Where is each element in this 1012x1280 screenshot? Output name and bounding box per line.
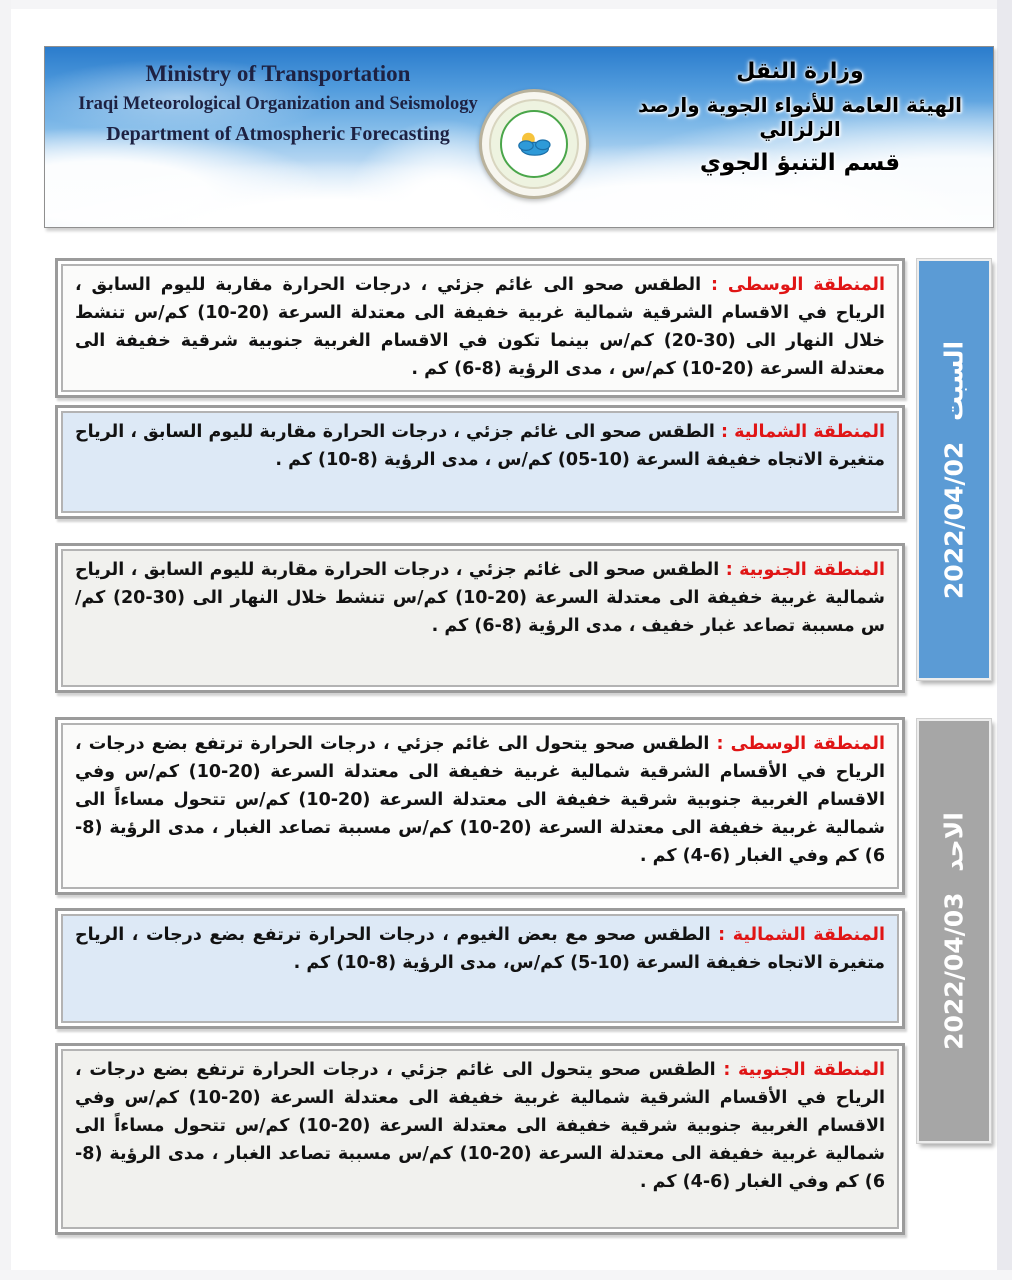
scan-edge-bottom bbox=[0, 1270, 1012, 1280]
forecast-box-sunday-central bbox=[55, 717, 905, 895]
forecast-box-inner bbox=[61, 914, 899, 1023]
sun-cloud-icon bbox=[510, 127, 558, 161]
forecast-paragraph bbox=[75, 921, 885, 977]
forecast-box-inner bbox=[61, 549, 899, 687]
scan-edge-left bbox=[0, 0, 11, 1280]
forecast-box-saturday-northern bbox=[55, 405, 905, 519]
date-bar-saturday bbox=[917, 259, 991, 680]
region-title: المنطقة الوسطى : bbox=[709, 734, 885, 754]
forecast-box-inner bbox=[61, 723, 899, 889]
date-bar-sunday bbox=[917, 719, 991, 1143]
forecast-box-saturday-central bbox=[55, 258, 905, 398]
scan-edge-top bbox=[0, 0, 1012, 9]
forecast-paragraph bbox=[75, 418, 885, 474]
organization-name-ar: الهيئة العامة للأنواء الجوية وارصد الزلزالي bbox=[637, 93, 962, 141]
forecast-text: الطقس صحو الى غائم جزئي ، درجات الحرارة مقاربة لليوم السابق ، الرياح متغيرة الاتجاه خفيفة السرعة (10-05) كم/س ، مدى الرؤية (8-10) كم . bbox=[75, 422, 885, 470]
forecast-text: الطقس صحو يتحول الى غائم جزئي ، درجات الحرارة ترتفع بضع درجات ، الرياح في الأقسام الشرقية شمالية غربية خفيفة الى معتدلة السرعة (20-10) كم/س وفي الاقسام الغربية جنوبية شرقية خفيفة الى معتدلة السرعة (20-10) كم/س تتحول مساءاً الى شمالية غربية خفيفة الى معتدلة السرعة (20-10) كم/س مسببة تصاعد الغبار ، مدى الرؤية (8-6) كم وفي الغبار (6-4) كم . bbox=[75, 1060, 886, 1192]
org-seal-center bbox=[500, 110, 568, 178]
region-title: المنطقة الجنوبية : bbox=[715, 1060, 886, 1080]
ministry-name-en: Ministry of Transportation bbox=[145, 61, 411, 86]
forecast-paragraph bbox=[75, 271, 885, 383]
forecast-box-inner bbox=[61, 411, 899, 513]
forecast-paragraph bbox=[75, 556, 885, 640]
header-arabic-block bbox=[615, 59, 985, 176]
region-title: المنطقة الشمالية : bbox=[710, 925, 886, 945]
department-name-en: Department of Atmospheric Forecasting bbox=[106, 123, 450, 145]
forecast-box-saturday-southern bbox=[55, 543, 905, 693]
org-seal-ring bbox=[489, 99, 579, 189]
forecast-paragraph bbox=[75, 1056, 885, 1196]
department-name-ar: قسم التنبؤ الجوي bbox=[699, 150, 901, 176]
header-banner bbox=[44, 46, 994, 228]
date-bar-label-saturday: السبت 2022/04/02 bbox=[939, 340, 969, 599]
organization-name-en: Iraqi Meteorological Organization and Seismology bbox=[78, 94, 478, 114]
forecast-text: الطقس صحو الى غائم جزئي ، درجات الحرارة مقاربة لليوم السابق ، الرياح في الاقسام الشرقية شمالية غربية خفيفة الى معتدلة السرعة (20-10) كم/س تنشط خلال النهار الى (30-20) كم/س بينما تكون في الاقسام الغربية جنوبية شرقية خفيفة الى معتدلة السرعة (20-10) كم/س ، مدى الرؤية (8-6) كم . bbox=[75, 275, 886, 379]
forecast-box-inner bbox=[61, 1049, 899, 1229]
scan-edge-right bbox=[997, 0, 1012, 1280]
forecast-text: الطقس صحو مع بعض الغيوم ، درجات الحرارة ترتفع بضع درجات ، الرياح متغيرة الاتجاه خفيفة السرعة (10-5) كم/س، مدى الرؤية (8-10) كم . bbox=[75, 925, 885, 973]
forecast-text: الطقس صحو الى غائم جزئي ، درجات الحرارة مقاربة لليوم السابق ، الرياح شمالية غربية خفيفة الى معتدلة السرعة (20-10) كم/س تنشط خلال النهار الى (30-20) كم/س مسببة تصاعد غبار خفيف ، مدى الرؤية (8-6) كم . bbox=[75, 560, 885, 636]
ministry-name-ar: وزارة النقل bbox=[736, 59, 864, 84]
forecast-box-inner bbox=[61, 264, 899, 392]
region-title: المنطقة الجنوبية : bbox=[719, 560, 885, 580]
header-english-block bbox=[63, 61, 493, 146]
org-seal-logo bbox=[479, 89, 589, 199]
forecast-paragraph bbox=[75, 730, 885, 870]
region-title: المنطقة الوسطى : bbox=[701, 275, 885, 295]
date-bar-label-sunday: الاحد 2022/04/03 bbox=[939, 812, 969, 1050]
forecast-box-sunday-northern bbox=[55, 908, 905, 1029]
forecast-box-sunday-southern bbox=[55, 1043, 905, 1235]
region-title: المنطقة الشمالية : bbox=[714, 422, 886, 442]
forecast-text: الطقس صحو يتحول الى غائم جزئي ، درجات الحرارة ترتفع بضع درجات ، الرياح في الأقسام الشرقية شمالية غربية خفيفة الى معتدلة السرعة (20-10) كم/س وفي الاقسام الغربية جنوبية شرقية خفيفة الى معتدلة السرعة (20-10) كم/س تتحول مساءاً الى شمالية غربية خفيفة الى معتدلة السرعة (20-10) كم/س مسببة تصاعد الغبار ، مدى الرؤية (8-6) كم وفي الغبار (6-4) كم . bbox=[75, 734, 886, 866]
